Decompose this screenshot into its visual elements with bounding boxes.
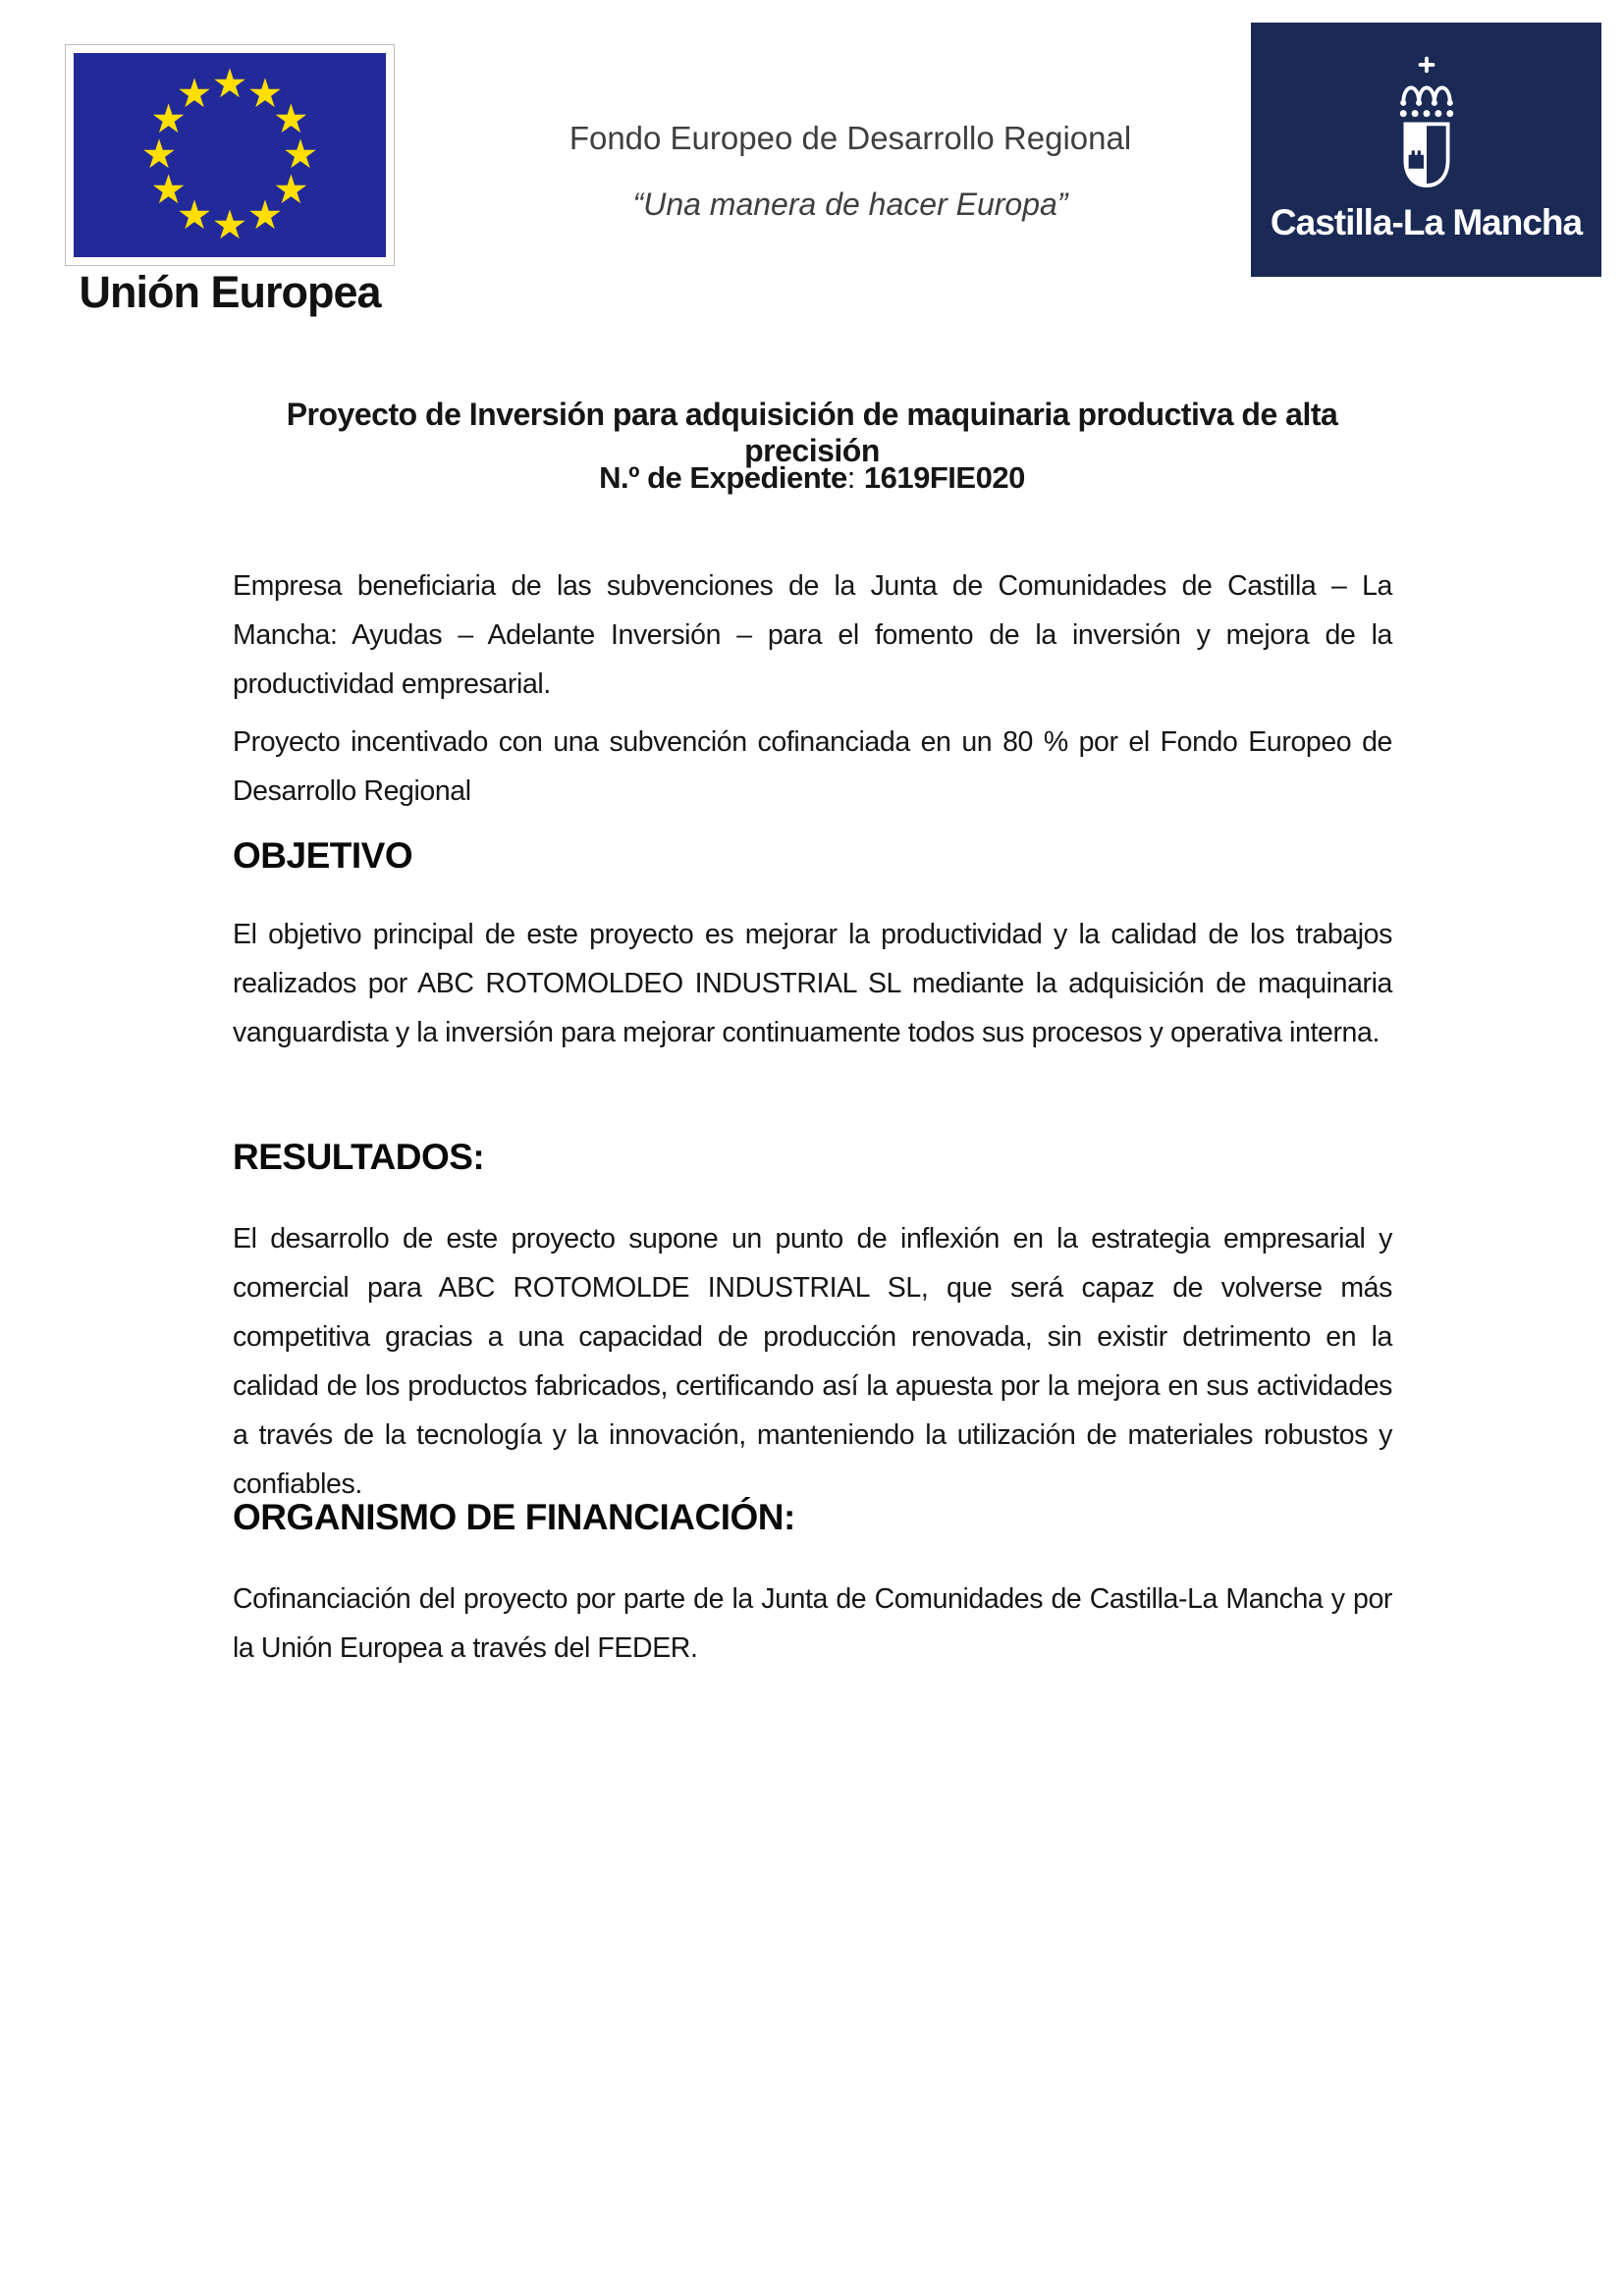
eu-star-icon: ★ bbox=[211, 61, 248, 106]
heading-objetivo: OBJETIVO bbox=[233, 835, 413, 876]
clm-label: Castilla-La Mancha bbox=[1270, 202, 1583, 242]
eu-star-icon: ★ bbox=[246, 70, 284, 116]
eu-star-icon: ★ bbox=[272, 167, 309, 212]
feder-title: Fondo Europeo de Desarrollo Regional bbox=[568, 120, 1132, 156]
clm-logo bbox=[1251, 23, 1601, 277]
eu-star-icon: ★ bbox=[282, 132, 319, 177]
eu-star-icon: ★ bbox=[150, 96, 188, 141]
paragraph-resultados: El desarrollo de este proyecto supone un punto de inflexión en la estrategia empresarial y comercial para ABC ROTOMOLDE INDUSTRIAL SL, que será capaz de volverse más competitiva gracias a una capacidad de producción renovada, sin existir detrimento en la calidad de los productos fabricados, certificando así la apuesta por la mejora en sus actividades a través de la tecnología y la innovación, manteniendo la utilización de materiales robustos y confiables. bbox=[233, 1223, 1392, 1500]
eu-star-icon: ★ bbox=[176, 70, 213, 116]
clm-crown-shield-icon bbox=[1374, 54, 1480, 196]
heading-resultados: RESULTADOS: bbox=[233, 1137, 485, 1177]
eu-star-icon: ★ bbox=[272, 96, 309, 141]
paragraph-objetivo: El objetivo principal de este proyecto es mejorar la productividad y la calidad de los trabajos realizados por ABC ROTOMOLDEO INDUSTRIAL SL mediante la adquisición de maquinaria vanguardista y la inversión para mejorar continuamente todos sus procesos y operativa interna. bbox=[233, 919, 1392, 1048]
eu-star-icon: ★ bbox=[176, 192, 213, 239]
eu-label: Unión Europea bbox=[79, 267, 381, 317]
heading-organismo: ORGANISMO DE FINANCIACIÓN: bbox=[233, 1497, 795, 1537]
eu-flag bbox=[65, 44, 395, 266]
expediente-line bbox=[233, 460, 1391, 496]
feder-slogan: “Una manera de hacer Europa” bbox=[632, 187, 1068, 222]
expediente-label: N.º de Expediente bbox=[599, 460, 847, 495]
eu-star-icon: ★ bbox=[246, 192, 284, 239]
expediente-separator: : bbox=[846, 460, 855, 495]
paragraph-organismo: Cofinanciación del proyecto por parte de la Junta de Comunidades de Castilla-La Mancha y por la Unión Europea a través del FEDER. bbox=[233, 1583, 1392, 1664]
expediente-value: 1619FIE020 bbox=[863, 460, 1025, 495]
document-title: Proyecto de Inversión para adquisición de maquinaria productiva de alta precisión bbox=[286, 397, 1338, 468]
paragraph-beneficiaria: Empresa beneficiaria de las subvenciones de la Junta de Comunidades de Castilla – La Mancha: Ayudas – Adelante Inversión – para el fomento de la inversión y mejora de la productividad empresarial. bbox=[233, 570, 1392, 700]
paragraph-incentivado: Proyecto incentivado con una subvención cofinanciada en un 80 % por el Fondo Europeo de Desarrollo Regional bbox=[233, 726, 1392, 807]
eu-star-icon: ★ bbox=[211, 202, 248, 247]
eu-flag-stars bbox=[74, 53, 386, 257]
eu-star-icon: ★ bbox=[140, 132, 178, 177]
eu-star-icon: ★ bbox=[150, 167, 188, 212]
